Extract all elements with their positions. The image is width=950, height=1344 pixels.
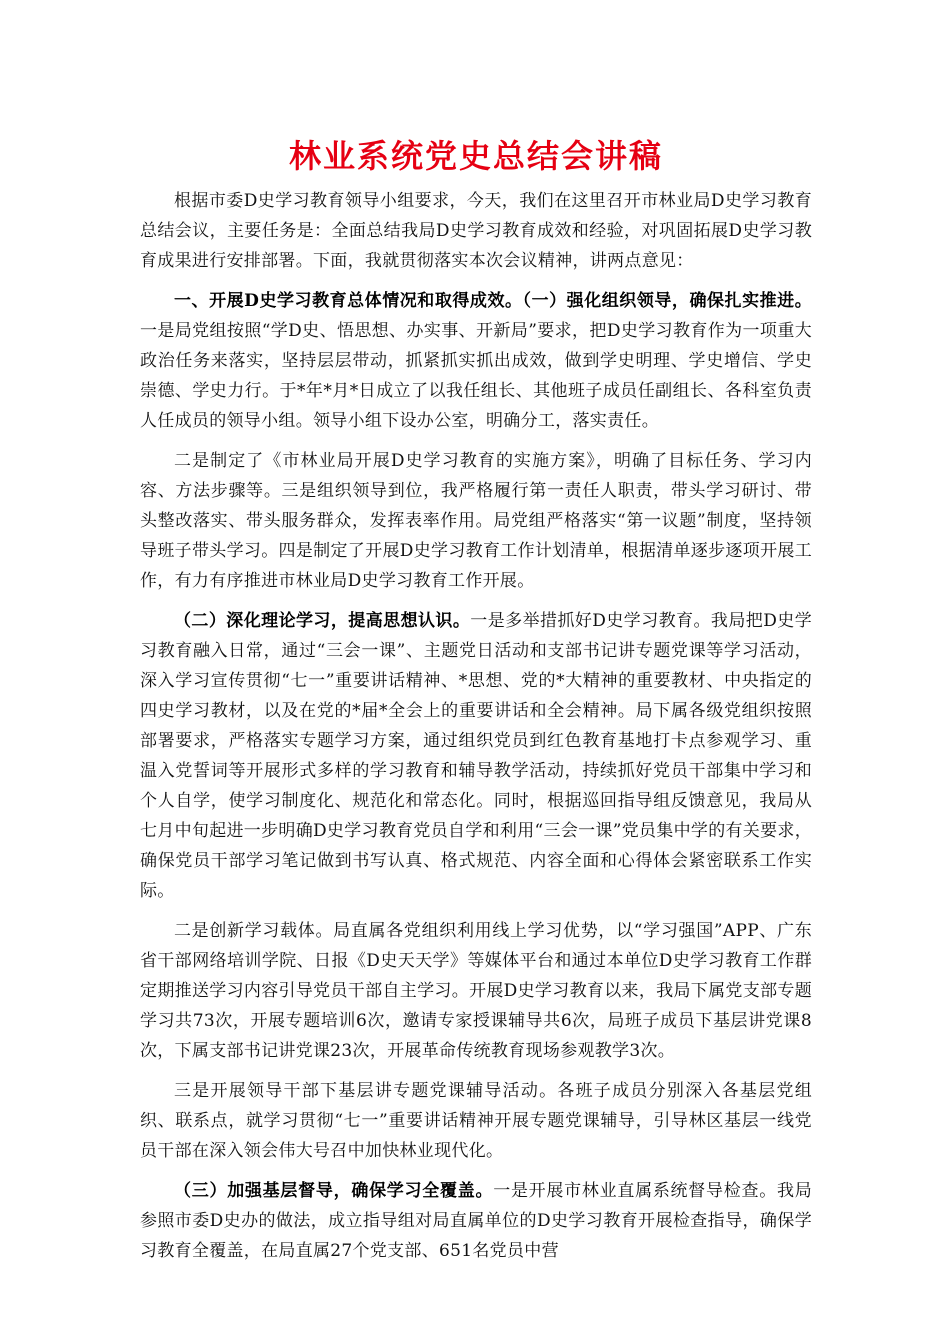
document-page xyxy=(140,134,812,1266)
paragraph xyxy=(140,606,812,906)
paragraph-heading: （二）深化理论学习，提高思想认识。 xyxy=(174,611,471,631)
paragraph xyxy=(140,1176,812,1266)
paragraph-heading: 一、开展D史学习教育总体情况和取得成效。（一）强化组织领导，确保扎实推进。 xyxy=(174,291,812,311)
paragraph xyxy=(140,186,812,276)
paragraph-text: 一是局党组按照“学D史、悟思想、办实事、开新局”要求，把D史学习教育作为一项重大政治任务来落实，坚持层层带动，抓紧抓实抓出成效，做到学史明理、学史增信、学史崇德、学史力行。于*年*月*日成立了以我任组长、其他班子成员任副组长、各科室负责人任成员的领导小组。领导小组下设办公室，明确分工，落实责任。 xyxy=(140,321,812,431)
document-title: 林业系统党史总结会讲稿 xyxy=(288,137,663,175)
paragraph-text: 三是开展领导干部下基层讲专题党课辅导活动。各班子成员分别深入各基层党组织、联系点，就学习贯彻“七一”重要讲话精神开展专题党课辅导，引导林区基层一线党员干部在深入领会伟大号召中加快林业现代化。 xyxy=(140,1081,812,1161)
paragraph-text: 一是多举措抓好D史学习教育。我局把D史学习教育融入日常，通过“三会一课”、主题党日活动和支部书记讲专题党课等学习活动，深入学习宣传贯彻“七一”重要讲话精神、*思想、党的*大精神的重要教材、中央指定的四史学习教材，以及在党的*届*全会上的重要讲话和全会精神。局下属各级党组织按照部署要求，严格落实专题学习方案，通过组织党员到红色教育基地打卡点参观学习、重温入党誓词等开展形式多样的学习教育和辅导教学活动，持续抓好党员干部集中学习和个人自学，使学习制度化、规范化和常态化。同时，根据巡回指导组反馈意见，我局从七月中旬起进一步明确D史学习教育党员自学和利用“三会一课”党员集中学的有关要求，确保党员干部学习笔记做到书写认真、格式规范、内容全面和心得体会紧密联系工作实际。 xyxy=(140,611,813,901)
paragraph xyxy=(140,286,812,436)
paragraph-text: 根据市委D史学习教育领导小组要求，今天，我们在这里召开市林业局D史学习教育总结会议，主要任务是：全面总结我局D史学习教育成效和经验，对巩固拓展D史学习教育成果进行安排部署。下面，我就贯彻落实本次会议精神，讲两点意见： xyxy=(140,191,812,271)
paragraph xyxy=(140,1076,812,1166)
paragraph-text: 二是制定了《市林业局开展D史学习教育的实施方案》，明确了目标任务、学习内容、方法步骤等。三是组织领导到位，我严格履行第一责任人职责，带头学习研讨、带头整改落实、带头服务群众，发挥表率作用。局党组严格落实“第一议题”制度，坚持领导班子带头学习。四是制定了开展D史学习教育工作计划清单，根据清单逐步逐项开展工作，有力有序推进市林业局D史学习教育工作开展。 xyxy=(140,451,812,591)
paragraph-heading: （三）加强基层督导，确保学习全覆盖。 xyxy=(174,1181,494,1201)
paragraph-text: 二是创新学习载体。局直属各党组织利用线上学习优势，以“学习强国”APP、广东省干部网络培训学院、日报《D史天天学》等媒体平台和通过本单位D史学习教育工作群定期推送学习内容引导党员干部自主学习。开展D史学习教育以来，我局下属党支部专题学习共73次，开展专题培训6次，邀请专家授课辅导共6次，局班子成员下基层讲党课8次，下属支部书记讲党课23次，开展革命传统教育现场参观教学3次。 xyxy=(140,921,812,1061)
paragraph xyxy=(140,446,812,596)
paragraph-text: 一是开展市林业直属系统督导检查。我局参照市委D史办的做法，成立指导组对局直属单位的D史学习教育开展检查指导，确保学习教育全覆盖，在局直属27个党支部、651名党员中营 xyxy=(140,1181,812,1261)
paragraph xyxy=(140,916,812,1066)
